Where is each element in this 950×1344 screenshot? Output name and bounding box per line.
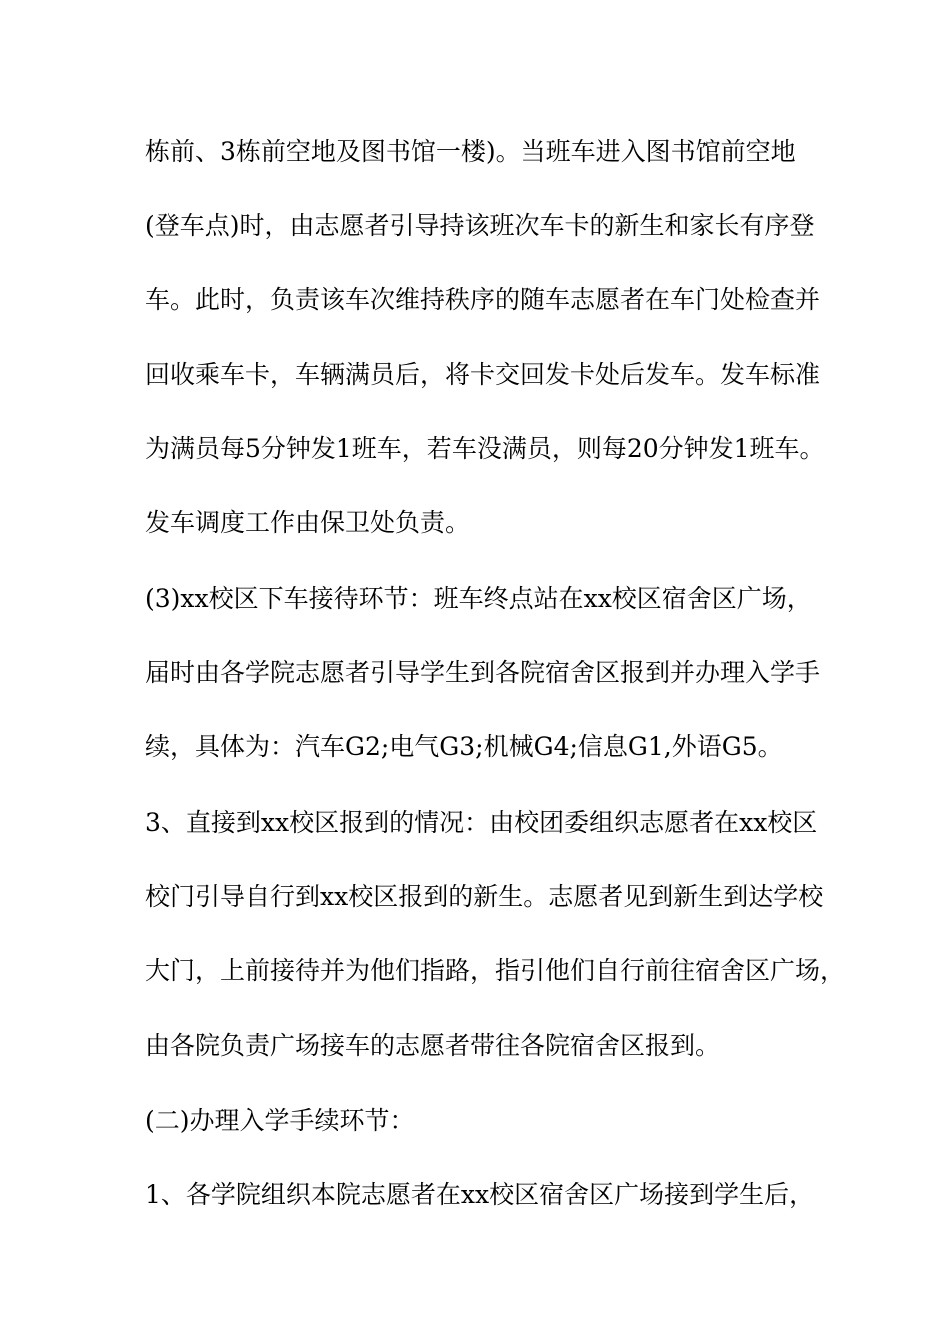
text-line: (3)xx校区下车接待环节：班车终点站在xx校区宿舍区广场，: [145, 584, 812, 613]
text-line: 栋前、3栋前空地及图书馆一楼)。当班车进入图书馆前空地: [145, 137, 796, 166]
text-line: 由各院负责广场接车的志愿者带往各院宿舍区报到。: [145, 1031, 721, 1060]
text-line: 3、直接到xx校区报到的情况：由校团委组织志愿者在xx校区: [145, 808, 818, 837]
text-line: (二)办理入学手续环节：: [145, 1106, 415, 1135]
text-line: 为满员每5分钟发1班车，若车没满员，则每20分钟发1班车。: [145, 434, 825, 463]
text-line: 届时由各学院志愿者引导学生到各院宿舍区报到并办理入学手: [145, 658, 821, 687]
text-line: 1、各学院组织本院志愿者在xx校区宿舍区广场接到学生后，: [145, 1180, 815, 1209]
text-line: 大门，上前接待并为他们指路，指引他们自行前往宿舍区广场，: [145, 956, 846, 985]
text-line: 回收乘车卡，车辆满员后，将卡交回发卡处后发车。发车标准: [145, 360, 821, 389]
text-line: (登车点)时，由志愿者引导持该班次车卡的新生和家长有序登: [145, 211, 815, 240]
text-line: 续，具体为：汽车G2;电气G3;机械G4;信息G1,外语G5。: [145, 732, 783, 761]
text-line: 车。此时，负责该车次维持秩序的随车志愿者在车门处检查并: [145, 285, 821, 314]
text-line: 校门引导自行到xx校区报到的新生。志愿者见到新生到达学校: [145, 882, 824, 911]
text-line: 发车调度工作由保卫处负责。: [145, 508, 471, 537]
